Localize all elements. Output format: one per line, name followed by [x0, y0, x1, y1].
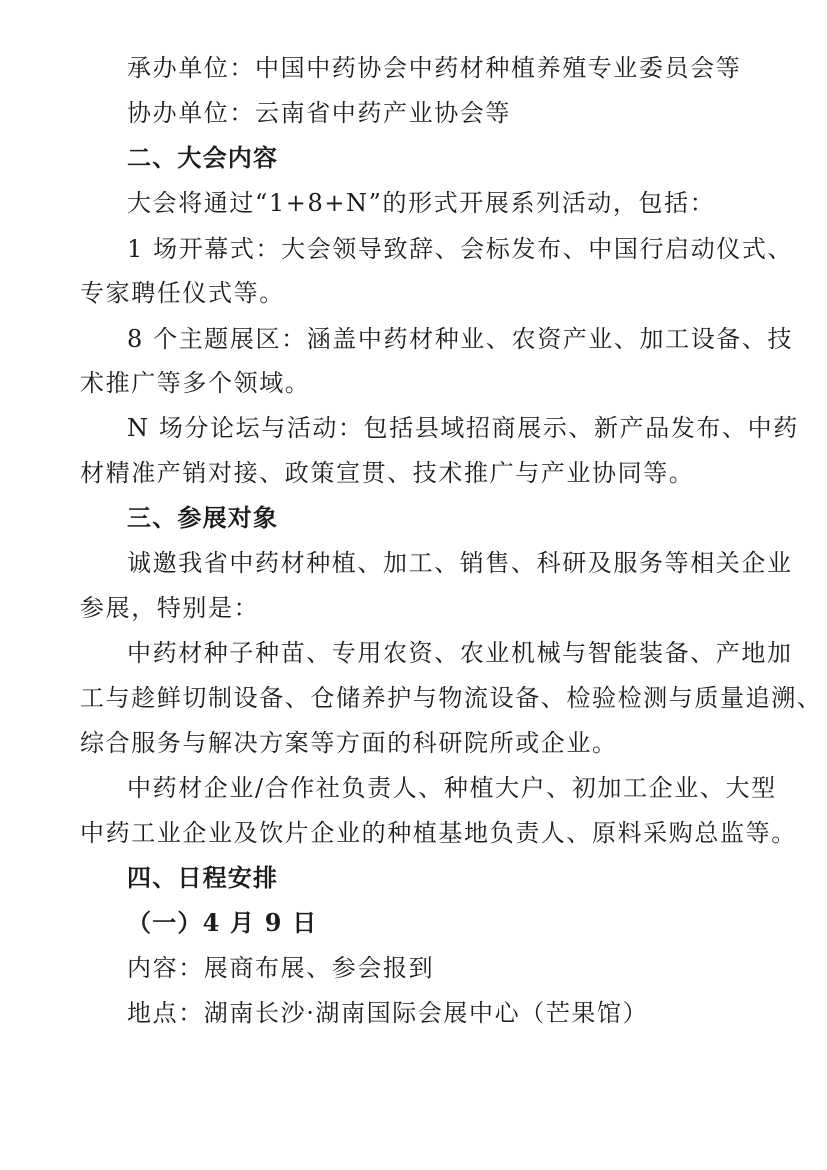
section-3-intro-line-1: 诚邀我省中药材种植、加工、销售、科研及服务等相关企业	[127, 549, 793, 577]
opening-ceremony-line-1: 1 场开幕式：大会领导致辞、会标发布、中国行启动仪式、	[127, 235, 794, 263]
opening-ceremony-line-2: 专家聘任仪式等。	[80, 279, 285, 307]
schedule-content-line: 内容：展商布展、参会报到	[127, 954, 435, 982]
exhibitors-para-1-line-2: 工与趁鲜切制设备、仓储养护与物流设备、检验检测与质量追溯、	[80, 684, 823, 712]
section-heading-content: 二、大会内容	[127, 144, 279, 172]
organizer-line: 承办单位：中国中药协会中药材种植养殖专业委员会等	[127, 54, 742, 82]
exhibitors-para-2-line-1: 中药材企业/合作社负责人、种植大户、初加工企业、大型	[127, 774, 777, 802]
section-3-intro-line-2: 参展，特别是：	[80, 594, 260, 622]
schedule-day-1-heading: （一）4 月 9 日	[127, 908, 318, 937]
section-heading-schedule: 四、日程安排	[127, 864, 279, 892]
theme-zones-line-1: 8 个主题展区：涵盖中药材种业、农资产业、加工设备、技	[127, 325, 794, 353]
section-2-intro: 大会将通过“1+8+N”的形式开展系列活动，包括：	[127, 189, 716, 217]
schedule-location-line: 地点：湖南长沙·湖南国际会展中心（芒果馆）	[127, 999, 649, 1027]
theme-zones-line-2: 术推广等多个领域。	[80, 369, 311, 397]
forums-line-2: 材精准产销对接、政策宣贯、技术推广与产业协同等。	[80, 459, 695, 487]
forums-line-1: N 场分论坛与活动：包括县域招商展示、新产品发布、中药	[127, 414, 799, 442]
exhibitors-para-1-line-3: 综合服务与解决方案等方面的科研院所或企业。	[80, 729, 618, 757]
co-organizer-line: 协办单位：云南省中药产业协会等	[127, 99, 511, 127]
exhibitors-para-2-line-2: 中药工业企业及饮片企业的种植基地负责人、原料采购总监等。	[80, 819, 797, 847]
section-heading-exhibitors: 三、参展对象	[127, 504, 279, 532]
exhibitors-para-1-line-1: 中药材种子种苗、专用农资、农业机械与智能装备、产地加	[127, 639, 793, 667]
